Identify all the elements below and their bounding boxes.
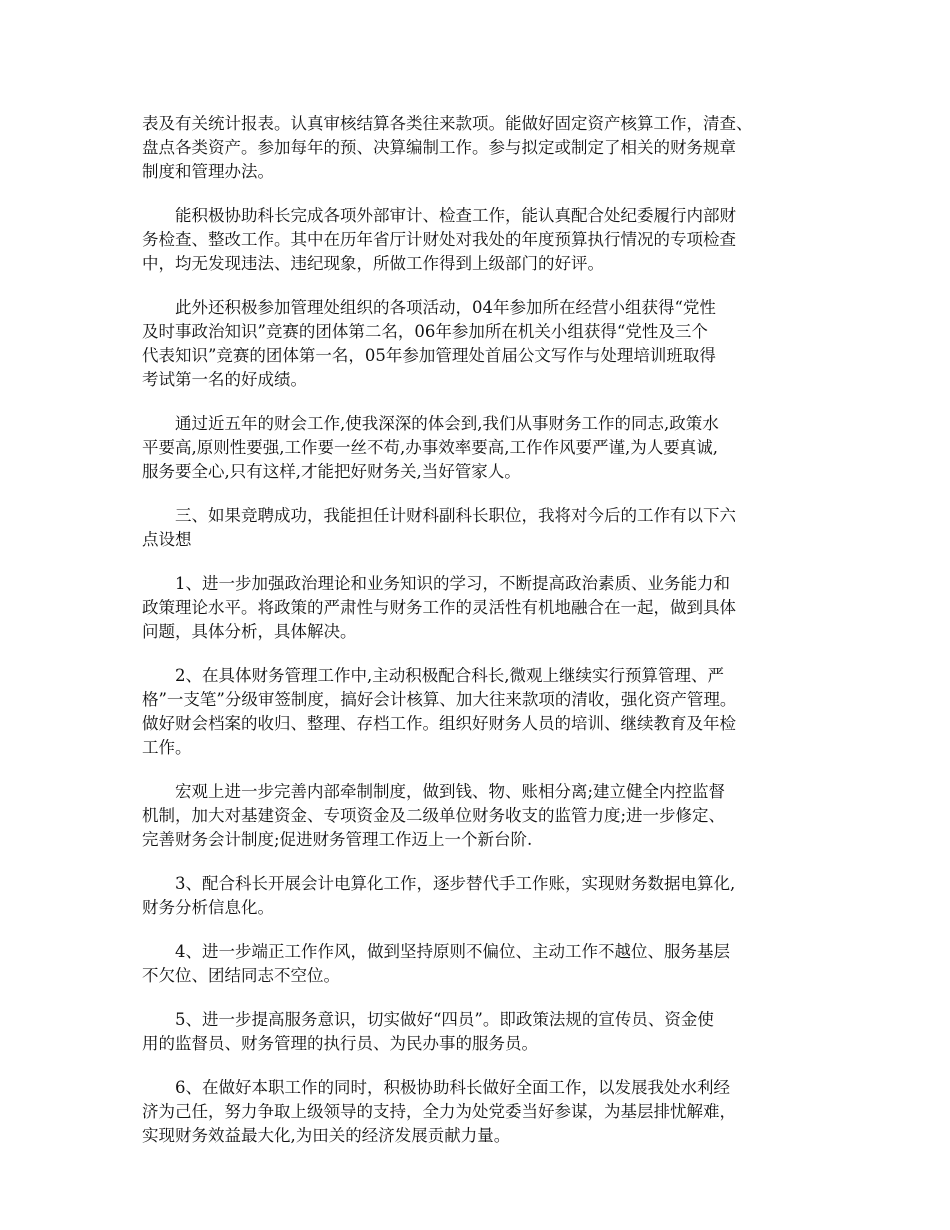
paragraph-5 — [142, 504, 832, 552]
paragraph-8 — [142, 780, 832, 852]
paragraph-9 — [142, 872, 832, 920]
text-line: 点设想 — [142, 530, 192, 549]
paragraph-10 — [142, 940, 832, 988]
text-line: 实现财务效益最大化,为田关的经济发展贡献力量。 — [142, 1126, 511, 1145]
text-line: 平要高,原则性要强,工作要一丝不苟,办事效率要高,工作作风要严谨,为人要真诚, — [142, 438, 718, 457]
text-line: 工作。 — [142, 738, 192, 757]
text-line: 制度和管理办法。 — [142, 162, 274, 181]
paragraph-6 — [142, 572, 832, 644]
text-line: 格”一支笔”分级审签制度，搞好会计核算、加大往来款项的清收，强化资产管理。 — [142, 690, 737, 709]
text-line: 做好财会档案的收归、整理、存档工作。组织好财务人员的培训、继续教育及年检 — [142, 714, 736, 733]
paragraph-3 — [142, 296, 832, 392]
text-line: 济为己任，努力争取上级领导的支持，全力为处党委当好参谋，为基层排忧解难， — [142, 1102, 736, 1121]
text-line: 盘点各类资产。参加每年的预、决算编制工作。参与拟定或制定了相关的财务规章 — [142, 138, 736, 157]
text-line: 三、如果竞聘成功，我能担任计财科副科长职位，我将对今后的工作有以下六 — [142, 506, 736, 525]
text-line: 3、配合科长开展会计电算化工作，逐步替代手工作账，实现财务数据电算化, — [142, 874, 736, 893]
text-line: 不欠位、团结同志不空位。 — [142, 966, 340, 985]
text-line: 考试第一名的好成绩。 — [142, 370, 307, 389]
text-line: 完善财务会计制度;促进财务管理工作迈上一个新台阶. — [142, 830, 533, 849]
text-line: 5、进一步提高服务意识，切实做好“四员”。即政策法规的宣传员、资金使 — [142, 1010, 714, 1029]
paragraph-4 — [142, 412, 832, 484]
text-line: 服务要全心,只有这样,才能把好财务关,当好管家人。 — [142, 462, 521, 481]
text-line: 6、在做好本职工作的同时，积极协助科长做好全面工作，以发展我处水利经 — [142, 1078, 730, 1097]
text-line: 中，均无发现违法、违纪现象，所做工作得到上级部门的好评。 — [142, 254, 604, 273]
text-line: 代表知识”竞赛的团体第一名，05年参加管理处首届公文写作与处理培训班取得 — [142, 346, 716, 365]
text-line: 表及有关统计报表。认真审核结算各类往来款项。能做好固定资产核算工作，清查、 — [142, 114, 753, 133]
text-line: 政策理论水平。将政策的严肃性与财务工作的灵活性有机地融合在一起，做到具体 — [142, 598, 736, 617]
document-body — [142, 112, 832, 1168]
paragraph-1 — [142, 112, 832, 184]
text-line: 财务分析信息化。 — [142, 898, 274, 917]
text-line: 2、在具体财务管理工作中,主动积极配合科长,微观上继续实行预算管理、严 — [142, 666, 724, 685]
text-line: 问题，具体分析，具体解决。 — [142, 622, 357, 641]
text-line: 此外还积极参加管理处组织的各项活动，04年参加所在经营小组获得“党性 — [142, 298, 716, 317]
text-line: 通过近五年的财会工作,使我深深的体会到,我们从事财务工作的同志,政策水 — [142, 414, 719, 433]
text-line: 宏观上进一步完善内部牵制制度，做到钱、物、账相分离;建立健全内控监督 — [142, 782, 726, 801]
text-line: 1、进一步加强政治理论和业务知识的学习，不断提高政治素质、业务能力和 — [142, 574, 730, 593]
paragraph-12 — [142, 1076, 832, 1148]
text-line: 务检查、整改工作。其中在历年省厅计财处对我处的年度预算执行情况的专项检查 — [142, 230, 736, 249]
paragraph-2 — [142, 204, 832, 276]
text-line: 用的监督员、财务管理的执行员、为民办事的服务员。 — [142, 1034, 538, 1053]
paragraph-7 — [142, 664, 832, 760]
text-line: 机制，加大对基建资金、专项资金及二级单位财务收支的监管力度;进一步修定、 — [142, 806, 726, 825]
text-line: 能积极协助科长完成各项外部审计、检查工作，能认真配合处纪委履行内部财 — [142, 206, 736, 225]
text-line: 4、进一步端正工作作风，做到坚持原则不偏位、主动工作不越位、服务基层 — [142, 942, 730, 961]
text-line: 及时事政治知识”竞赛的团体第二名，06年参加所在机关小组获得“党性及三个 — [142, 322, 708, 341]
paragraph-11 — [142, 1008, 832, 1056]
